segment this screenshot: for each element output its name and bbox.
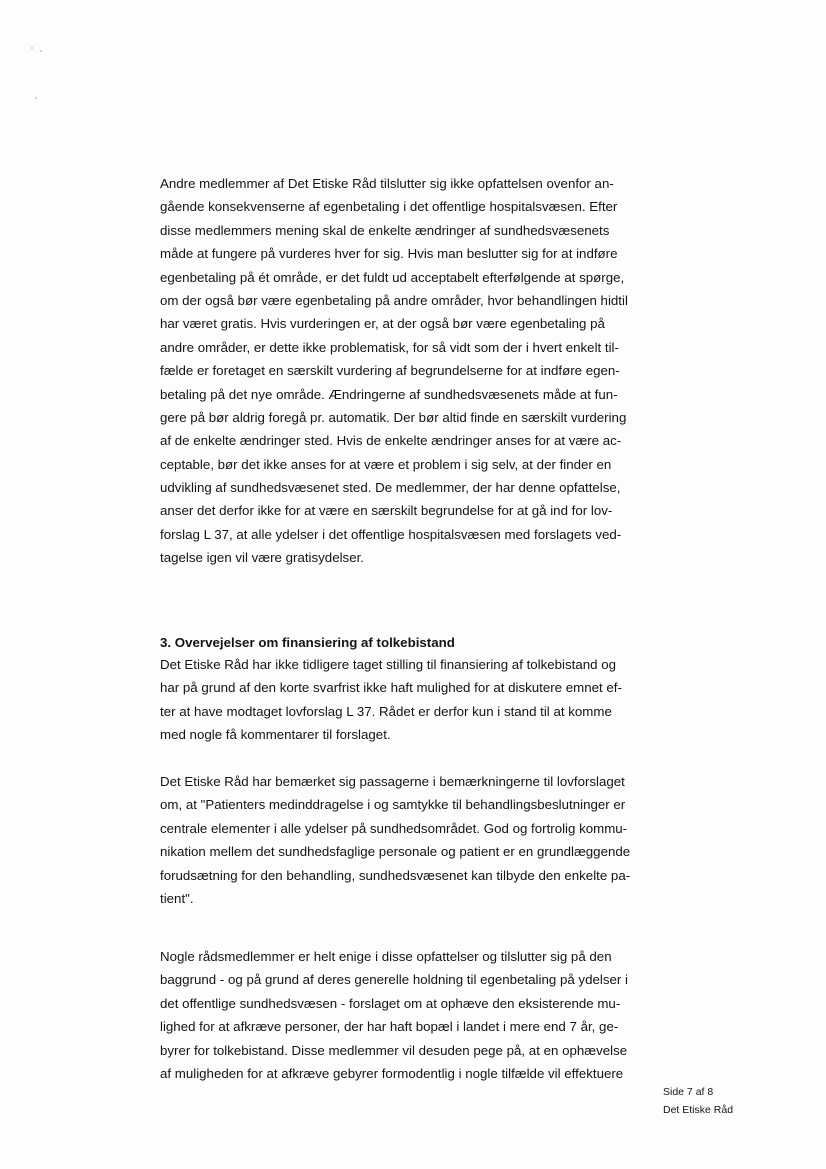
page-number: Side 7 af 8 [663,1086,714,1098]
text-line: Det Etiske Råd har ikke tidligere taget stilling til finansiering af tolkebistand og [160,657,617,672]
text-line: betaling på det nye område. Ændringerne af sundhedsvæsenets måde at fun- [160,386,618,402]
text-line: har på grund af den korte svarfrist ikke haft mulighed for at diskutere emnet ef- [160,680,622,696]
scan-speck [31,47,33,49]
text-line: måde at fungere på vurderes hver for sig. Hvis man beslutter sig for at indføre [160,246,618,262]
text-line: gere på bør aldrig foregå pr. automatik. Der bør altid finde en særskilt vurdering [160,409,627,425]
scan-speck [40,50,42,52]
text-line: forudsætning for den behandling, sundhedsvæsenet kan tilbyde den enkelte pa- [160,867,631,883]
text-line: med nogle få kommentarer til forslaget. [160,727,391,743]
organization-name: Det Etiske Råd [663,1104,734,1116]
text-line: om der også bør være egenbetaling på andre områder, hvor behandlingen hidtil [160,292,628,308]
text-line: Nogle rådsmedlemmer er helt enige i disse opfattelser og tilslutter sig på den [160,949,612,964]
paragraph-2 [160,653,622,747]
text-line: om, at "Patienters medinddragelse i og samtykke til behandlingsbeslutninger er [160,797,626,813]
section-heading: 3. Overvejelser om finansiering af tolkebistand [160,635,455,650]
paragraph-1 [160,172,628,570]
paragraph-4 [160,945,628,1085]
text-line: gående konsekvenserne af egenbetaling i det offentlige hospitalsvæsen. Efter [160,199,618,215]
text-line: andre områder, er dette ikke problematisk, for så vidt som der i hvert enkelt til- [160,339,619,355]
text-line: egenbetaling på ét område, er det fuldt ud acceptabelt efterfølgende at spørge, [160,269,625,285]
text-line: baggrund - og på grund af deres generelle holdning til egenbetaling på ydelser i [160,972,628,988]
text-line: forslag L 37, at alle ydelser i det offentlige hospitalsvæsen med forslagets ved- [160,526,622,542]
text-line: tient". [160,890,194,906]
text-line: ceptable, bør det ikke anses for at være et problem i sig selv, at der finder en [160,456,612,472]
paragraph-3 [160,770,630,910]
text-line: af muligheden for at afkræve gebyrer formodentlig i nogle tilfælde vil effektuere [160,1065,624,1081]
text-line: det offentlige sundhedsvæsen - forslaget om at ophæve den eksisterende mu- [160,995,621,1011]
text-line: nikation mellem det sundhedsfaglige personale og patient er en grundlæggende [160,844,631,860]
text-line: fælde er foretaget en særskilt vurdering af begrundelserne for at indføre egen- [160,363,620,379]
text-line: centrale elementer i alle ydelser på sundhedsområdet. God og fortrolig kommu- [160,820,628,836]
text-line: af de enkelte ændringer sted. Hvis de enkelte ændringer anses for at være ac- [160,433,622,449]
text-line: anser det derfor ikke for at være en særskilt begrundelse for at gå ind for lov- [160,503,613,519]
text-line: byrer for tolkebistand. Disse medlemmer vil desuden pege på, at en ophævelse [160,1042,628,1058]
text-line: tagelse igen vil være gratisydelser. [160,550,364,566]
text-line: lighed for at afkræve personer, der har haft bopæl i landet i mere end 7 år, ge- [160,1019,619,1035]
text-line: Andre medlemmer af Det Etiske Råd tilslutter sig ikke opfattelsen ovenfor an- [160,176,614,191]
text-line: udvikling af sundhedsvæsenet sted. De medlemmer, der har denne opfattelse, [160,480,621,496]
text-line: Det Etiske Råd har bemærket sig passagerne i bemærkningerne til lovforslaget [160,774,625,789]
text-line: har været gratis. Hvis vurderingen er, at der også bør være egenbetaling på [160,316,605,332]
scan-speck [35,97,37,99]
text-line: disse medlemmers mening skal de enkelte ændringer af sundhedsvæsenets [160,222,610,238]
page-footer [663,1083,733,1119]
text-line: ter at have modtaget lovforslag L 37. Rådet er derfor kun i stand til at komme [160,703,612,719]
